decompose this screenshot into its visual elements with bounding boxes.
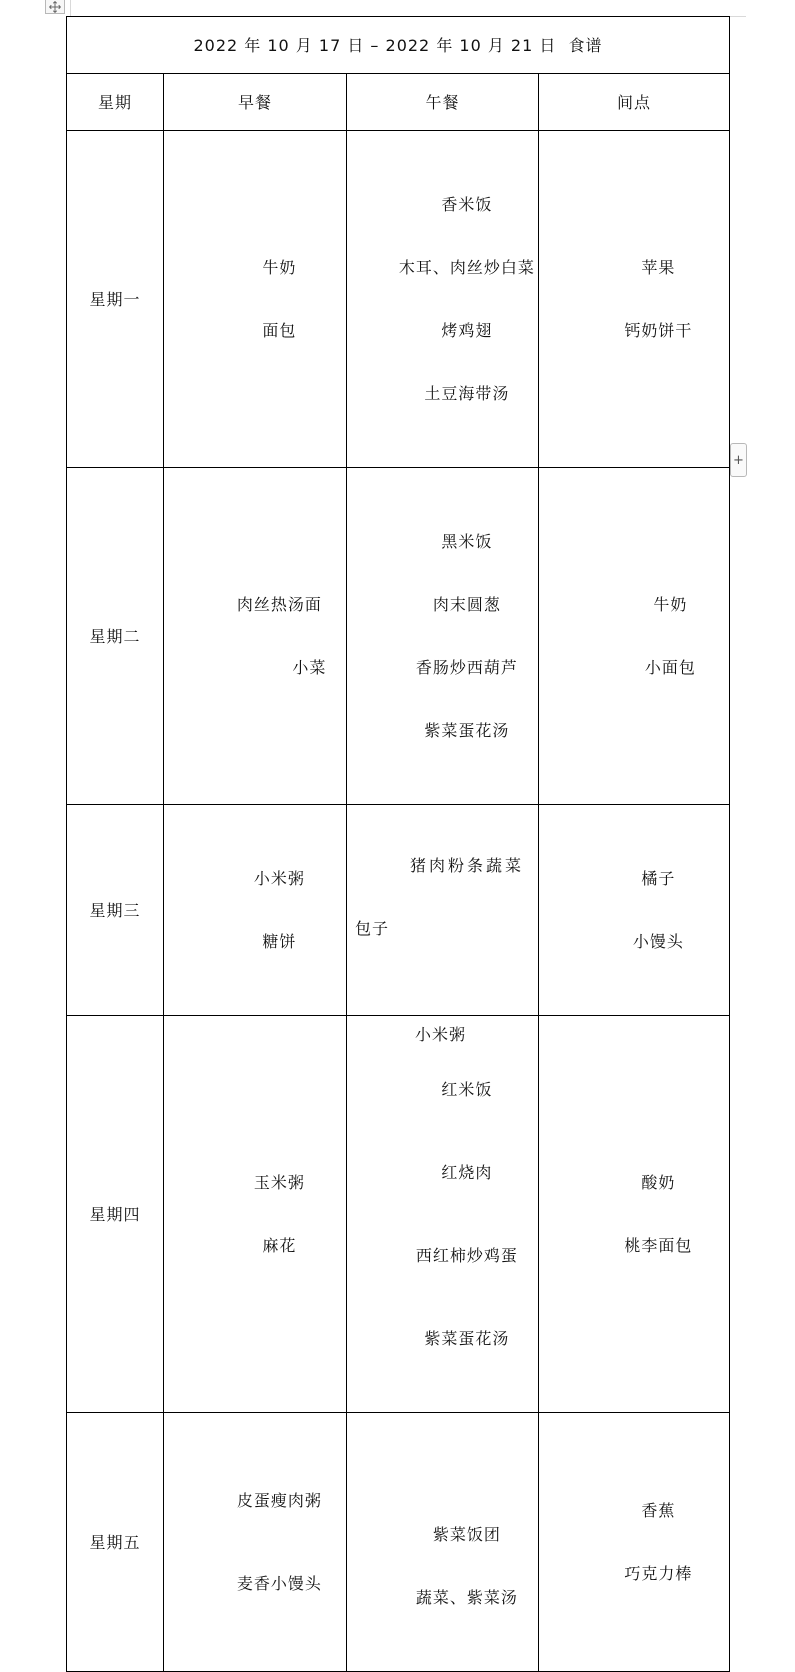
day-cell[interactable]: 星期一 <box>67 131 164 468</box>
day-cell[interactable]: 星期三 <box>67 805 164 1016</box>
day-cell[interactable]: 星期四 <box>67 1016 164 1413</box>
menu-item: 香肠炒西葫芦 <box>415 658 518 677</box>
header-snack[interactable]: 间点 <box>539 74 730 131</box>
table-move-handle[interactable] <box>45 0 65 14</box>
menu-item: 玉米粥 <box>253 1173 305 1192</box>
table-row <box>67 1413 730 1672</box>
snack-cell[interactable] <box>539 1413 730 1672</box>
menu-item: 糖饼 <box>262 932 297 951</box>
snack-cell[interactable] <box>539 468 730 805</box>
move-arrows-icon <box>49 1 61 13</box>
snack-cell[interactable] <box>539 1016 730 1413</box>
menu-item: 包子 <box>355 919 390 938</box>
menu-item: 紫菜蛋花汤 <box>424 1329 510 1348</box>
menu-item: 小米粥 <box>415 1025 467 1044</box>
day-cell[interactable]: 星期二 <box>67 468 164 805</box>
menu-item: 木耳、肉丝炒白菜 <box>398 258 535 277</box>
menu-item: 香米饭 <box>441 195 493 214</box>
header-breakfast[interactable]: 早餐 <box>164 74 347 131</box>
menu-item: 烤鸡翅 <box>441 321 493 340</box>
menu-item: 巧克力棒 <box>624 1564 693 1583</box>
breakfast-cell[interactable] <box>164 1016 347 1413</box>
menu-item: 红米饭 <box>441 1080 493 1099</box>
table-row <box>67 805 730 1016</box>
lunch-cell[interactable] <box>347 131 539 468</box>
menu-item: 酸奶 <box>641 1173 676 1192</box>
menu-item: 橘子 <box>641 869 676 888</box>
breakfast-cell[interactable] <box>164 1413 347 1672</box>
header-day[interactable]: 星期 <box>67 74 164 131</box>
menu-item: 红烧肉 <box>441 1163 493 1182</box>
menu-item: 皮蛋瘦肉粥 <box>236 1491 322 1510</box>
breakfast-cell[interactable] <box>164 131 347 468</box>
breakfast-cell[interactable] <box>164 805 347 1016</box>
menu-item: 小馒头 <box>632 932 684 951</box>
add-column-button[interactable]: + <box>730 443 747 477</box>
menu-item: 小菜 <box>292 658 327 677</box>
menu-item: 麻花 <box>262 1236 297 1255</box>
menu-item: 钙奶饼干 <box>624 321 693 340</box>
snack-cell[interactable] <box>539 805 730 1016</box>
lunch-cell[interactable] <box>347 1413 539 1672</box>
menu-item: 肉末圆葱 <box>432 595 501 614</box>
menu-item: 面包 <box>262 321 297 340</box>
menu-item: 猪肉粉条蔬菜 <box>410 856 525 875</box>
menu-item: 肉丝热汤面 <box>236 595 322 614</box>
menu-item: 香蕉 <box>641 1501 676 1520</box>
table-title[interactable]: 2022 年 10 月 17 日 – 2022 年 10 月 21 日 食谱 <box>67 17 730 74</box>
table-row <box>67 131 730 468</box>
menu-item: 牛奶 <box>262 258 297 277</box>
menu-item: 黑米饭 <box>441 532 493 551</box>
menu-item: 苹果 <box>641 258 676 277</box>
snack-cell[interactable] <box>539 131 730 468</box>
menu-item: 西红柿炒鸡蛋 <box>415 1246 518 1265</box>
menu-table <box>66 16 730 1672</box>
page-margin-line <box>70 0 71 16</box>
menu-item: 土豆海带汤 <box>424 384 510 403</box>
header-lunch[interactable]: 午餐 <box>347 74 539 131</box>
day-cell[interactable]: 星期五 <box>67 1413 164 1672</box>
table-row <box>67 468 730 805</box>
lunch-cell[interactable] <box>347 468 539 805</box>
menu-item: 桃李面包 <box>624 1236 693 1255</box>
menu-item: 小面包 <box>644 658 696 677</box>
menu-item: 小米粥 <box>253 869 305 888</box>
lunch-cell[interactable] <box>347 805 539 1044</box>
menu-item: 牛奶 <box>653 595 688 614</box>
breakfast-cell[interactable] <box>164 468 347 805</box>
menu-item: 蔬菜、紫菜汤 <box>415 1588 518 1607</box>
menu-item: 紫菜饭团 <box>432 1525 501 1544</box>
menu-item: 麦香小馒头 <box>236 1574 322 1593</box>
menu-item: 紫菜蛋花汤 <box>424 721 510 740</box>
